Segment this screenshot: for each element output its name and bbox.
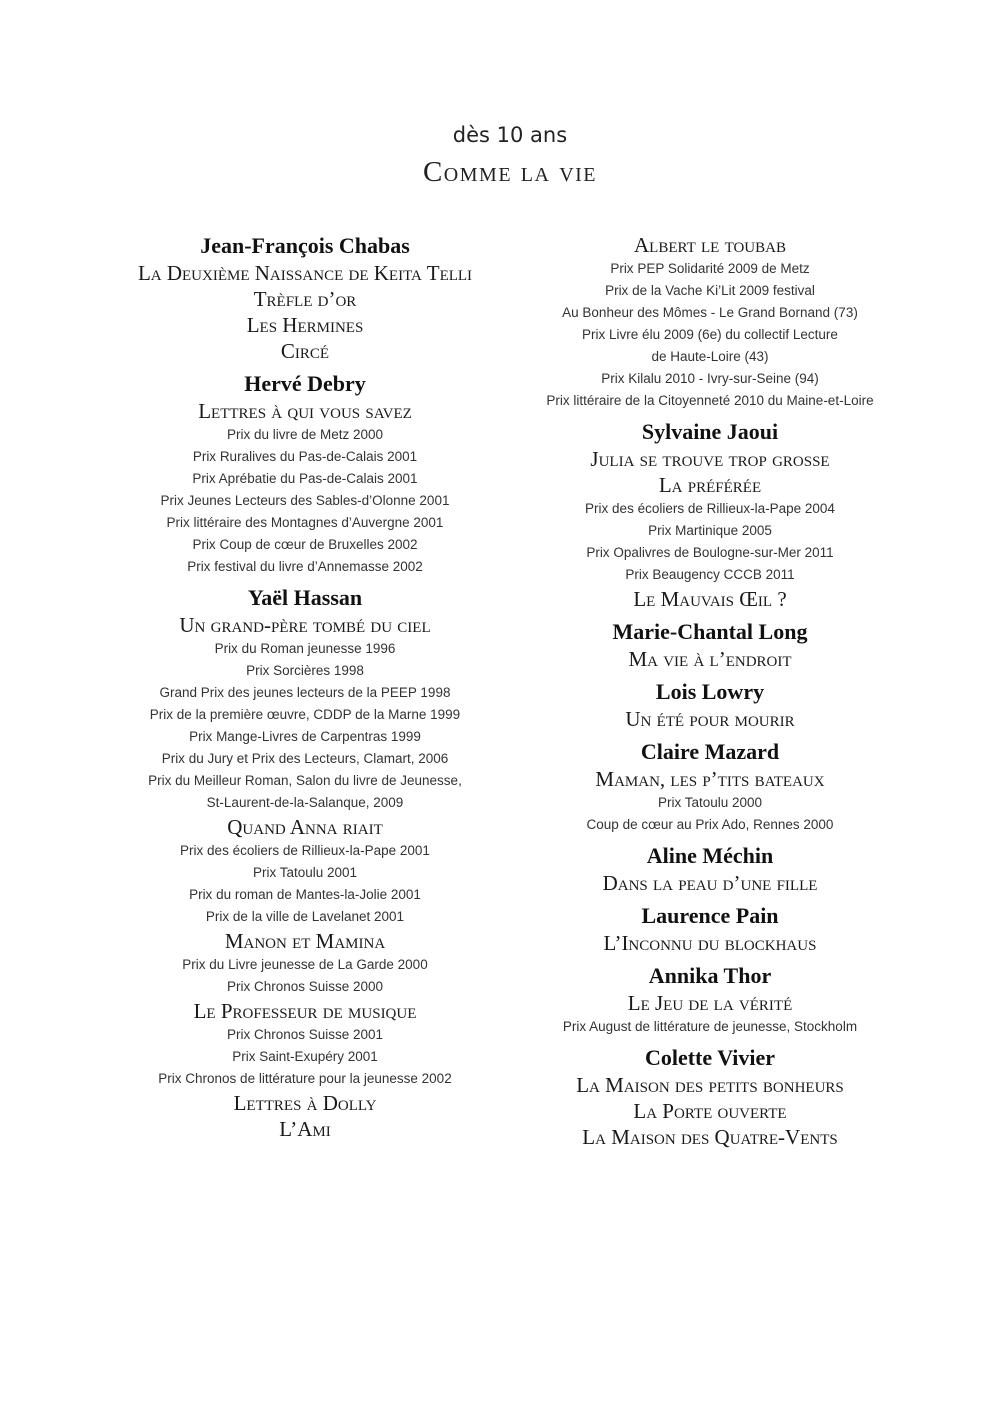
book-title: Le Mauvais Œil ? xyxy=(633,587,787,611)
author-entry xyxy=(515,678,905,732)
book-title: Quand Anna riait xyxy=(227,815,383,839)
author-entry xyxy=(515,1044,905,1150)
book-title: Manon et Mamina xyxy=(224,929,386,953)
author-name: Claire Mazard xyxy=(640,739,780,764)
prize-line: Prix August de littérature de jeunesse, Stockholm xyxy=(562,1019,858,1034)
prize-line: Prix Saint-Exupéry 2001 xyxy=(232,1049,378,1064)
prize-line: Prix du Livre jeunesse de La Garde 2000 xyxy=(182,957,428,972)
author-name: Annika Thor xyxy=(648,963,772,988)
book-title: Trèfle d’or xyxy=(253,287,357,311)
author-name: Colette Vivier xyxy=(644,1045,776,1070)
book-title: La Porte ouverte xyxy=(633,1099,787,1123)
prize-line: Prix Beaugency CCCB 2011 xyxy=(625,567,795,582)
author-entry xyxy=(515,962,905,1038)
page-header xyxy=(0,118,1000,192)
book-title: Circé xyxy=(280,339,330,363)
prize-line: Au Bonheur des Mômes - Le Grand Bornand (73) xyxy=(562,305,858,320)
book-title: L’Inconnu du blockhaus xyxy=(603,931,817,955)
right-column xyxy=(515,232,905,1150)
author-entry xyxy=(515,232,905,412)
prize-line: Prix Tatoulu 2001 xyxy=(252,865,358,880)
author-name: Marie-Chantal Long xyxy=(612,619,808,644)
prize-line: Prix Kilalu 2010 - Ivry-sur-Seine (94) xyxy=(601,371,819,386)
book-title: Julia se trouve trop grosse xyxy=(590,447,830,471)
prize-line: Prix du roman de Mantes-la-Jolie 2001 xyxy=(189,887,421,902)
author-entry xyxy=(110,232,500,364)
book-title: Un été pour mourir xyxy=(625,707,795,731)
prize-line: Prix de la ville de Lavelanet 2001 xyxy=(205,909,405,924)
book-title: L’Ami xyxy=(279,1117,331,1141)
author-name: Hervé Debry xyxy=(244,371,366,396)
prize-line: Prix Livre élu 2009 (6e) du collectif Lecture xyxy=(582,327,838,342)
prize-line: Prix Coup de cœur de Bruxelles 2002 xyxy=(192,537,418,552)
book-title: La préférée xyxy=(658,473,762,497)
prize-line: Prix du livre de Metz 2000 xyxy=(226,427,384,442)
prize-line: Prix de la Vache Ki’Lit 2009 festival xyxy=(605,283,815,298)
book-title: Albert le toubab xyxy=(634,233,786,257)
prize-line: Prix Martinique 2005 xyxy=(648,523,772,538)
prize-line: Prix littéraire de la Citoyenneté 2010 du Maine-et-Loire xyxy=(546,393,874,408)
prize-line: Prix des écoliers de Rillieux-la-Pape 2001 xyxy=(180,843,430,858)
author-name: Yaël Hassan xyxy=(247,585,363,610)
prize-line: Prix du Meilleur Roman, Salon du livre de Jeunesse, xyxy=(148,773,462,788)
author-entry xyxy=(515,618,905,672)
prize-line: Coup de cœur au Prix Ado, Rennes 2000 xyxy=(586,817,834,832)
prize-line: Prix Mange-Livres de Carpentras 1999 xyxy=(189,729,421,744)
author-name: Lois Lowry xyxy=(655,679,765,704)
book-title: Le Jeu de la vérité xyxy=(627,991,793,1015)
prize-line: Grand Prix des jeunes lecteurs de la PEEP 1998 xyxy=(159,685,451,700)
collection-title: Comme la vie xyxy=(422,156,598,188)
author-entry xyxy=(515,902,905,956)
book-title: Lettres à qui vous savez xyxy=(198,399,412,423)
prize-line: Prix festival du livre d’Annemasse 2002 xyxy=(187,559,423,574)
prize-line: Prix Jeunes Lecteurs des Sables-d’Olonne 2001 xyxy=(160,493,450,508)
prize-line: Prix Chronos de littérature pour la jeunesse 2002 xyxy=(158,1071,452,1086)
book-title: La Maison des petits bonheurs xyxy=(576,1073,844,1097)
age-range: dès 10 ans xyxy=(452,123,568,147)
prize-line: Prix Sorcières 1998 xyxy=(246,663,364,678)
prize-line: Prix du Jury et Prix des Lecteurs, Clamart, 2006 xyxy=(161,751,449,766)
author-entry xyxy=(515,842,905,896)
author-name: Laurence Pain xyxy=(641,903,779,928)
prize-line: Prix Aprébatie du Pas-de-Calais 2001 xyxy=(192,471,418,486)
prize-line: Prix littéraire des Montagnes d’Auvergne 2001 xyxy=(166,515,444,530)
author-name: Aline Méchin xyxy=(646,843,774,868)
prize-line: Prix Ruralives du Pas-de-Calais 2001 xyxy=(192,449,418,464)
book-title: Le Professeur de musique xyxy=(193,999,417,1023)
prize-line: Prix Tatoulu 2000 xyxy=(657,795,763,810)
book-title: Ma vie à l’endroit xyxy=(628,647,792,671)
book-title: La Maison des Quatre-Vents xyxy=(582,1125,838,1149)
book-title: Les Hermines xyxy=(246,313,364,337)
prize-line: Prix Chronos Suisse 2000 xyxy=(226,979,384,994)
author-entry xyxy=(110,370,500,578)
prize-line: de Haute-Loire (43) xyxy=(651,349,769,364)
author-name: Sylvaine Jaoui xyxy=(641,419,779,444)
book-title: Un grand-père tombé du ciel xyxy=(179,613,431,637)
prize-line: Prix de la première œuvre, CDDP de la Marne 1999 xyxy=(149,707,461,722)
prize-line: Prix du Roman jeunesse 1996 xyxy=(214,641,396,656)
author-entry xyxy=(515,738,905,836)
prize-line: St-Laurent-de-la-Salanque, 2009 xyxy=(206,795,404,810)
book-title: La Deuxième Naissance de Keita Telli xyxy=(137,261,473,285)
author-name: Jean-François Chabas xyxy=(200,233,410,258)
left-column xyxy=(110,232,500,1142)
prize-line: Prix Opalivres de Boulogne-sur-Mer 2011 xyxy=(586,545,834,560)
book-title: Maman, les p’tits bateaux xyxy=(595,767,825,791)
author-entry xyxy=(110,584,500,1142)
book-title: Lettres à Dolly xyxy=(233,1091,377,1115)
book-title: Dans la peau d’une fille xyxy=(602,871,818,895)
prize-line: Prix des écoliers de Rillieux-la-Pape 2004 xyxy=(585,501,835,516)
prize-line: Prix PEP Solidarité 2009 de Metz xyxy=(610,261,810,276)
prize-line: Prix Chronos Suisse 2001 xyxy=(226,1027,384,1042)
author-entry xyxy=(515,418,905,612)
